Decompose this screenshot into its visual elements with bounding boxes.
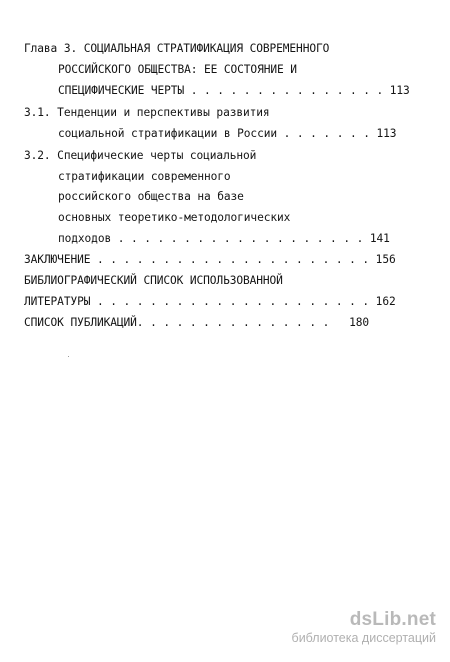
toc-bibliography-line1: БИБЛИОГРАФИЧЕСКИЙ СПИСОК ИСПОЛЬЗОВАННОЙ <box>24 274 283 287</box>
toc-publications: СПИСОК ПУБЛИКАЦИЙ. . . . . . . . . . . . . . . 180 <box>24 316 370 329</box>
toc-bibliography-line2: ЛИТЕРАТУРЫ . . . . . . . . . . . . . . . . . . . . . 162 <box>24 295 396 308</box>
toc-section-3-2-line3: российского общества на базе <box>58 190 244 203</box>
watermark-subtitle: библиотека диссертаций <box>291 631 436 645</box>
toc-section-3-1-line1: 3.1. Тенденции и перспективы развития <box>24 106 270 119</box>
toc-chapter3-title-line3: СПЕЦИФИЧЕСКИЕ ЧЕРТЫ . . . . . . . . . . . . . . . 113 <box>58 84 410 97</box>
toc-chapter3-title-line1: Глава 3. СОЦИАЛЬНАЯ СТРАТИФИКАЦИЯ СОВРЕМЕННОГО <box>24 42 330 55</box>
toc-section-3-2-line2: стратификации современного <box>58 170 231 183</box>
watermark-logo-tld: .net <box>401 609 436 630</box>
toc-section-3-2-line5: подходов . . . . . . . . . . . . . . . . . . . 141 <box>58 232 390 245</box>
toc-chapter3-title-line2: РОССИЙСКОГО ОБЩЕСТВА: ЕЕ СОСТОЯНИЕ И <box>58 63 297 76</box>
watermark-logo <box>292 610 436 630</box>
toc-conclusion: ЗАКЛЮЧЕНИЕ . . . . . . . . . . . . . . . . . . . . . 156 <box>24 253 396 266</box>
toc-section-3-2-line4: основных теоретико-методологических <box>58 211 291 224</box>
watermark <box>292 610 436 646</box>
scan-speck <box>68 356 69 357</box>
toc-section-3-1-line2: социальной стратификации в России . . . . . . . 113 <box>58 127 397 140</box>
watermark-logo-main: dsLib <box>349 609 402 630</box>
toc-section-3-2-line1: 3.2. Специфические черты социальной <box>24 149 257 162</box>
